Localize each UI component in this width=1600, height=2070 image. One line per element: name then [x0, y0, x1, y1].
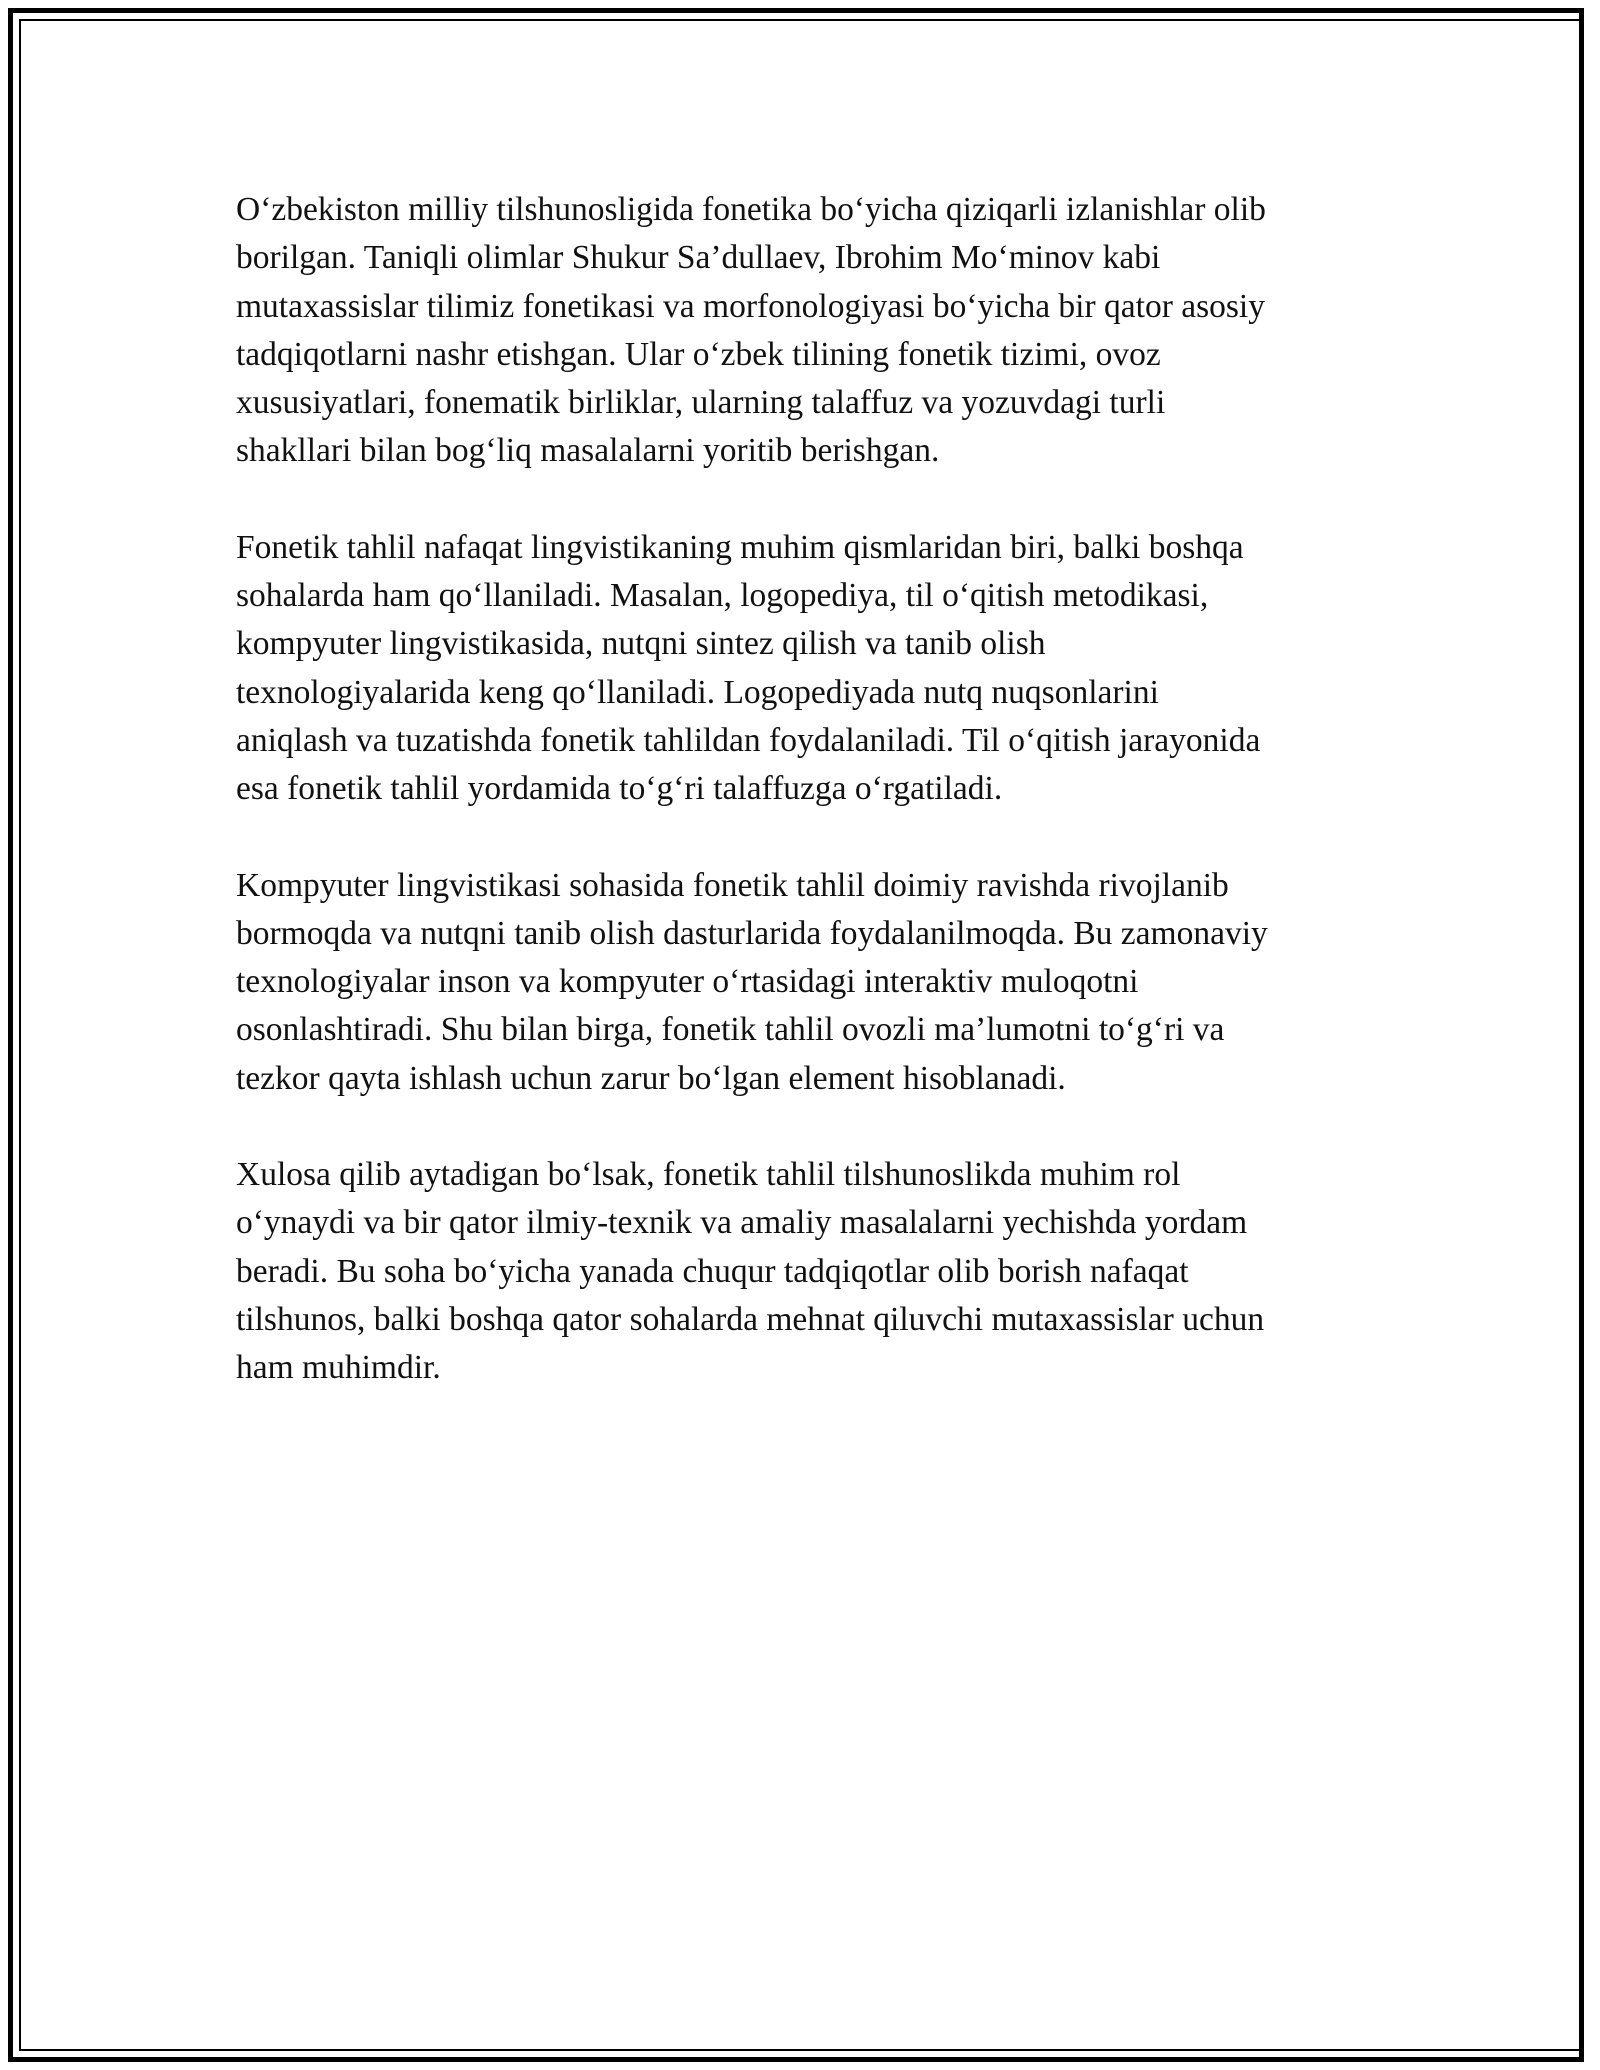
paragraph-line: beradi. Bu soha bo‘yicha yanada chuqur tadqiqotlar olib borish nafaqat	[236, 1252, 1189, 1290]
paragraph-line: sohalarda ham qo‘llaniladi. Masalan, logopediya, til o‘qitish metodikasi,	[236, 577, 1209, 615]
paragraph-line: esa fonetik tahlil yordamida to‘g‘ri talaffuzga o‘rgatiladi.	[236, 770, 1003, 808]
paragraph-line: texnologiyalarida keng qo‘llaniladi. Logopediyada nutq nuqsonlarini	[236, 673, 1159, 711]
paragraph-1	[236, 186, 1376, 476]
paragraph-line: mutaxassislar tilimiz fonetikasi va morfonologiyasi bo‘yicha bir qator asosiy	[236, 287, 1265, 325]
paragraph-line: o‘ynaydi va bir qator ilmiy-texnik va amaliy masalalarni yechishda yordam	[236, 1204, 1248, 1242]
document-body	[236, 186, 1376, 1441]
paragraph-line: osonlashtiradi. Shu bilan birga, fonetik tahlil ovozli ma’lumotni to‘g‘ri va	[236, 1011, 1225, 1049]
paragraph-2	[236, 524, 1376, 814]
paragraph-line: Xulosa qilib aytadigan bo‘lsak, fonetik tahlil tilshunoslikda muhim rol	[236, 1156, 1181, 1194]
paragraph-line: texnologiyalar inson va kompyuter o‘rtasidagi interaktiv muloqotni	[236, 963, 1139, 1001]
paragraph-line: Kompyuter lingvistikasi sohasida fonetik tahlil doimiy ravishda rivojlanib	[236, 866, 1229, 904]
paragraph-line: tilshunos, balki boshqa qator sohalarda mehnat qiluvchi mutaxassislar uchun	[236, 1300, 1265, 1338]
paragraph-3	[236, 862, 1376, 1103]
paragraph-line: borilgan. Taniqli olimlar Shukur Sa’dullaev, Ibrohim Mo‘minov kabi	[236, 239, 1161, 277]
paragraph-4	[236, 1151, 1376, 1392]
paragraph-line: kompyuter lingvistikasida, nutqni sintez qilish va tanib olish	[236, 625, 1046, 663]
paragraph-line: aniqlash va tuzatishda fonetik tahlildan foydalaniladi. Til o‘qitish jarayonida	[236, 721, 1261, 759]
paragraph-line: tadqiqotlarni nashr etishgan. Ular o‘zbek tilining fonetik tizimi, ovoz	[236, 335, 1161, 373]
paragraph-line: Fonetik tahlil nafaqat lingvistikaning muhim qismlaridan biri, balki boshqa	[236, 528, 1244, 566]
paragraph-line: O‘zbekiston milliy tilshunosligida fonetika bo‘yicha qiziqarli izlanishlar olib	[236, 191, 1266, 228]
paragraph-line: tezkor qayta ishlash uchun zarur bo‘lgan element hisoblanadi.	[236, 1059, 1066, 1097]
paragraph-line: bormoqda va nutqni tanib olish dasturlarida foydalanilmoqda. Bu zamonaviy	[236, 914, 1268, 952]
paragraph-line: xususiyatlari, fonematik birliklar, ularning talaffuz va yozuvdagi turli	[236, 384, 1166, 422]
paragraph-line: shakllari bilan bog‘liq masalalarni yoritib berishgan.	[236, 432, 940, 470]
paragraph-line: ham muhimdir.	[236, 1349, 441, 1387]
